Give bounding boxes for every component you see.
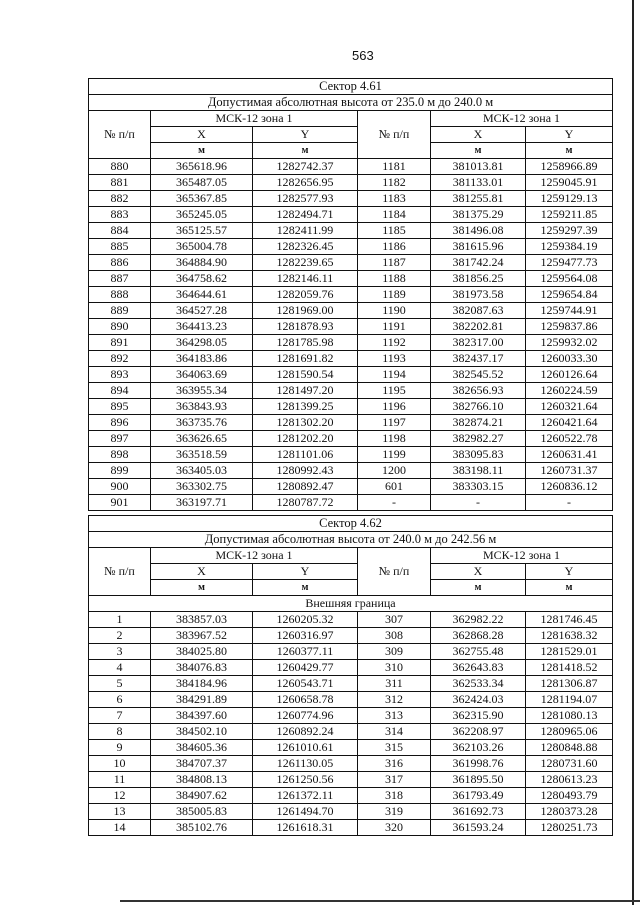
x-right: -	[431, 495, 526, 511]
x-left: 363197.71	[151, 495, 253, 511]
table-row	[89, 239, 613, 255]
y-left: 1260774.96	[253, 708, 358, 724]
y-right: 1260836.12	[526, 479, 613, 495]
x-left: 364527.28	[151, 303, 253, 319]
y-right: 1259297.39	[526, 223, 613, 239]
x-right: 381496.08	[431, 223, 526, 239]
table-row	[89, 191, 613, 207]
y-left: 1260429.77	[253, 660, 358, 676]
x-right: 381856.25	[431, 271, 526, 287]
table-row	[89, 175, 613, 191]
x-left: 363518.59	[151, 447, 253, 463]
point-number-left: 4	[89, 660, 151, 676]
x-right: 362982.22	[431, 612, 526, 628]
table-row	[89, 740, 613, 756]
x-right: 382087.63	[431, 303, 526, 319]
y-left: 1281691.82	[253, 351, 358, 367]
point-number-left: 884	[89, 223, 151, 239]
point-number-right: 316	[358, 756, 431, 772]
point-number-right: 318	[358, 788, 431, 804]
y-right: 1259045.91	[526, 175, 613, 191]
x-left: 363843.93	[151, 399, 253, 415]
table-row	[89, 223, 613, 239]
y-right: 1280373.28	[526, 804, 613, 820]
table-row	[89, 271, 613, 287]
table-row	[89, 399, 613, 415]
table-subtitle: Допустимая абсолютная высота от 235.0 м до 240.0 м	[89, 95, 613, 111]
y-right: 1281080.13	[526, 708, 613, 724]
y-right: 1280965.06	[526, 724, 613, 740]
point-number-right: 1191	[358, 319, 431, 335]
point-number-left: 2	[89, 628, 151, 644]
unit-y-right: м	[526, 580, 613, 596]
point-number-left: 900	[89, 479, 151, 495]
y-left: 1281969.00	[253, 303, 358, 319]
x-right: 362208.97	[431, 724, 526, 740]
table-row	[89, 708, 613, 724]
x-left: 365125.57	[151, 223, 253, 239]
point-number-left: 11	[89, 772, 151, 788]
point-number-right: 1183	[358, 191, 431, 207]
x-left: 384707.37	[151, 756, 253, 772]
table-row	[89, 383, 613, 399]
table-subtitle: Допустимая абсолютная высота от 240.0 м до 242.56 м	[89, 532, 613, 548]
y-right: 1281306.87	[526, 676, 613, 692]
x-right: 382437.17	[431, 351, 526, 367]
x-right: 382202.81	[431, 319, 526, 335]
y-left: 1261618.31	[253, 820, 358, 836]
sector-4-62-rows	[89, 612, 613, 836]
y-left: 1282411.99	[253, 223, 358, 239]
y-left: 1282656.95	[253, 175, 358, 191]
x-right: 382545.52	[431, 367, 526, 383]
no-header-right: № п/п	[358, 111, 431, 159]
point-number-right: 1200	[358, 463, 431, 479]
x-left: 384605.36	[151, 740, 253, 756]
x-left: 384184.96	[151, 676, 253, 692]
y-left: 1260658.78	[253, 692, 358, 708]
x-right: 362868.28	[431, 628, 526, 644]
unit-x-left: м	[151, 143, 253, 159]
point-number-right: 1193	[358, 351, 431, 367]
x-left: 383967.52	[151, 628, 253, 644]
point-number-right: 317	[358, 772, 431, 788]
point-number-right: 1190	[358, 303, 431, 319]
y-left: 1280992.43	[253, 463, 358, 479]
point-number-left: 883	[89, 207, 151, 223]
y-left: 1261130.05	[253, 756, 358, 772]
point-number-right: 1198	[358, 431, 431, 447]
table-row	[89, 415, 613, 431]
x-left: 384502.10	[151, 724, 253, 740]
x-left: 363955.34	[151, 383, 253, 399]
y-right: 1260224.59	[526, 383, 613, 399]
zone-header-left: МСК-12 зона 1	[151, 111, 358, 127]
table-row	[89, 479, 613, 495]
table-row	[89, 287, 613, 303]
table-row	[89, 612, 613, 628]
x-left: 363302.75	[151, 479, 253, 495]
table-row	[89, 463, 613, 479]
scan-edge-right	[632, 0, 634, 905]
y-right: 1260421.64	[526, 415, 613, 431]
table-row	[89, 431, 613, 447]
point-number-left: 8	[89, 724, 151, 740]
table-row	[89, 495, 613, 511]
x-right: 362424.03	[431, 692, 526, 708]
x-left: 364884.90	[151, 255, 253, 271]
point-number-left: 893	[89, 367, 151, 383]
y-left: 1282059.76	[253, 287, 358, 303]
table-row	[89, 367, 613, 383]
table-row	[89, 351, 613, 367]
point-number-right: 314	[358, 724, 431, 740]
point-number-left: 885	[89, 239, 151, 255]
y-right: 1259744.91	[526, 303, 613, 319]
table-row	[89, 159, 613, 175]
x-left: 365004.78	[151, 239, 253, 255]
table-row	[89, 772, 613, 788]
x-header-left: X	[151, 127, 253, 143]
y-right: 1280493.79	[526, 788, 613, 804]
y-right: 1260522.78	[526, 431, 613, 447]
zone-header-left: МСК-12 зона 1	[151, 548, 358, 564]
x-right: 381255.81	[431, 191, 526, 207]
table-row	[89, 207, 613, 223]
point-number-right: 601	[358, 479, 431, 495]
point-number-left: 887	[89, 271, 151, 287]
y-right: 1281529.01	[526, 644, 613, 660]
x-left: 383857.03	[151, 612, 253, 628]
x-right: 383198.11	[431, 463, 526, 479]
x-header-right: X	[431, 564, 526, 580]
x-left: 364758.62	[151, 271, 253, 287]
point-number-right: 315	[358, 740, 431, 756]
table-row	[89, 255, 613, 271]
point-number-left: 897	[89, 431, 151, 447]
point-number-left: 892	[89, 351, 151, 367]
y-right: 1280613.23	[526, 772, 613, 788]
y-left: 1281302.20	[253, 415, 358, 431]
point-number-right: 320	[358, 820, 431, 836]
y-left: 1282326.45	[253, 239, 358, 255]
table-row	[89, 303, 613, 319]
y-right: 1281418.52	[526, 660, 613, 676]
y-left: 1260205.32	[253, 612, 358, 628]
point-number-right: 1196	[358, 399, 431, 415]
x-right: 382982.27	[431, 431, 526, 447]
table-title: Сектор 4.61	[89, 79, 613, 95]
x-right: 381013.81	[431, 159, 526, 175]
y-left: 1282146.11	[253, 271, 358, 287]
x-right: 381973.58	[431, 287, 526, 303]
y-left: 1282742.37	[253, 159, 358, 175]
page-number: 563	[352, 48, 374, 63]
x-right: 381615.96	[431, 239, 526, 255]
point-number-left: 6	[89, 692, 151, 708]
point-number-right: 310	[358, 660, 431, 676]
point-number-left: 881	[89, 175, 151, 191]
point-number-right: 308	[358, 628, 431, 644]
x-left: 365487.05	[151, 175, 253, 191]
x-left: 364298.05	[151, 335, 253, 351]
x-right: 361692.73	[431, 804, 526, 820]
point-number-left: 12	[89, 788, 151, 804]
point-number-right: 1187	[358, 255, 431, 271]
y-right: 1258966.89	[526, 159, 613, 175]
point-number-right: 312	[358, 692, 431, 708]
point-number-left: 9	[89, 740, 151, 756]
x-left: 365618.96	[151, 159, 253, 175]
y-left: 1281399.25	[253, 399, 358, 415]
y-left: 1260543.71	[253, 676, 358, 692]
y-right: 1259932.02	[526, 335, 613, 351]
y-left: 1261250.56	[253, 772, 358, 788]
y-header-left: Y	[253, 564, 358, 580]
x-right: 361593.24	[431, 820, 526, 836]
x-left: 364063.69	[151, 367, 253, 383]
y-left: 1281202.20	[253, 431, 358, 447]
y-right: 1281194.07	[526, 692, 613, 708]
x-right: 362755.48	[431, 644, 526, 660]
point-number-right: -	[358, 495, 431, 511]
y-right: -	[526, 495, 613, 511]
point-number-right: 1184	[358, 207, 431, 223]
y-right: 1280848.88	[526, 740, 613, 756]
y-left: 1281878.93	[253, 319, 358, 335]
x-right: 362315.90	[431, 708, 526, 724]
point-number-left: 899	[89, 463, 151, 479]
unit-x-right: м	[431, 143, 526, 159]
sector-4-61-table	[88, 78, 613, 511]
point-number-right: 1192	[358, 335, 431, 351]
table-row	[89, 692, 613, 708]
point-number-left: 898	[89, 447, 151, 463]
point-number-right: 1181	[358, 159, 431, 175]
y-right: 1259654.84	[526, 287, 613, 303]
table-row	[89, 820, 613, 836]
y-right: 1259837.86	[526, 319, 613, 335]
x-left: 364413.23	[151, 319, 253, 335]
zone-header-right: МСК-12 зона 1	[431, 111, 613, 127]
table-row	[89, 788, 613, 804]
unit-y-left: м	[253, 580, 358, 596]
y-left: 1281101.06	[253, 447, 358, 463]
x-header-left: X	[151, 564, 253, 580]
point-number-left: 886	[89, 255, 151, 271]
unit-y-left: м	[253, 143, 358, 159]
point-number-left: 882	[89, 191, 151, 207]
y-right: 1260631.41	[526, 447, 613, 463]
point-number-right: 1194	[358, 367, 431, 383]
no-header-left: № п/п	[89, 111, 151, 159]
y-left: 1261494.70	[253, 804, 358, 820]
y-right: 1260033.30	[526, 351, 613, 367]
y-right: 1259477.73	[526, 255, 613, 271]
y-right: 1281638.32	[526, 628, 613, 644]
point-number-right: 319	[358, 804, 431, 820]
point-number-left: 895	[89, 399, 151, 415]
table-row	[89, 756, 613, 772]
x-header-right: X	[431, 127, 526, 143]
no-header-left: № п/п	[89, 548, 151, 596]
y-right: 1259384.19	[526, 239, 613, 255]
point-number-left: 13	[89, 804, 151, 820]
y-right: 1260731.37	[526, 463, 613, 479]
x-right: 361793.49	[431, 788, 526, 804]
table-row	[89, 447, 613, 463]
point-number-right: 1195	[358, 383, 431, 399]
point-number-left: 1	[89, 612, 151, 628]
y-right: 1260321.64	[526, 399, 613, 415]
y-header-left: Y	[253, 127, 358, 143]
point-number-right: 1197	[358, 415, 431, 431]
no-header-right: № п/п	[358, 548, 431, 596]
y-left: 1260377.11	[253, 644, 358, 660]
point-number-right: 307	[358, 612, 431, 628]
point-number-left: 14	[89, 820, 151, 836]
y-right: 1260126.64	[526, 367, 613, 383]
point-number-left: 901	[89, 495, 151, 511]
x-left: 364644.61	[151, 287, 253, 303]
scan-edge-bottom	[120, 900, 640, 902]
point-number-left: 889	[89, 303, 151, 319]
y-right: 1281746.45	[526, 612, 613, 628]
unit-y-right: м	[526, 143, 613, 159]
section-label: Внешняя граница	[89, 596, 613, 612]
y-right: 1280251.73	[526, 820, 613, 836]
point-number-right: 1189	[358, 287, 431, 303]
table-row	[89, 804, 613, 820]
x-left: 365245.05	[151, 207, 253, 223]
point-number-right: 309	[358, 644, 431, 660]
x-left: 384907.62	[151, 788, 253, 804]
y-left: 1260316.97	[253, 628, 358, 644]
point-number-right: 313	[358, 708, 431, 724]
table-row	[89, 676, 613, 692]
y-left: 1281590.54	[253, 367, 358, 383]
x-right: 382874.21	[431, 415, 526, 431]
point-number-left: 891	[89, 335, 151, 351]
y-left: 1280892.47	[253, 479, 358, 495]
y-left: 1282239.65	[253, 255, 358, 271]
x-right: 382656.93	[431, 383, 526, 399]
table-row	[89, 319, 613, 335]
x-right: 382766.10	[431, 399, 526, 415]
unit-x-right: м	[431, 580, 526, 596]
x-left: 384397.60	[151, 708, 253, 724]
point-number-left: 7	[89, 708, 151, 724]
x-right: 362533.34	[431, 676, 526, 692]
point-number-right: 1182	[358, 175, 431, 191]
table-row	[89, 644, 613, 660]
table-row	[89, 335, 613, 351]
point-number-left: 896	[89, 415, 151, 431]
point-number-left: 10	[89, 756, 151, 772]
point-number-left: 888	[89, 287, 151, 303]
y-right: 1280731.60	[526, 756, 613, 772]
y-right: 1259564.08	[526, 271, 613, 287]
x-right: 361895.50	[431, 772, 526, 788]
point-number-right: 311	[358, 676, 431, 692]
x-right: 362643.83	[431, 660, 526, 676]
point-number-left: 880	[89, 159, 151, 175]
y-left: 1280787.72	[253, 495, 358, 511]
y-header-right: Y	[526, 564, 613, 580]
point-number-left: 5	[89, 676, 151, 692]
table-title: Сектор 4.62	[89, 516, 613, 532]
x-left: 385102.76	[151, 820, 253, 836]
y-left: 1282494.71	[253, 207, 358, 223]
x-left: 384291.89	[151, 692, 253, 708]
point-number-right: 1188	[358, 271, 431, 287]
table-row	[89, 628, 613, 644]
point-number-right: 1199	[358, 447, 431, 463]
x-left: 384808.13	[151, 772, 253, 788]
unit-x-left: м	[151, 580, 253, 596]
y-left: 1281497.20	[253, 383, 358, 399]
y-left: 1282577.93	[253, 191, 358, 207]
table-row	[89, 724, 613, 740]
x-left: 363405.03	[151, 463, 253, 479]
x-right: 381375.29	[431, 207, 526, 223]
point-number-right: 1186	[358, 239, 431, 255]
x-right: 381133.01	[431, 175, 526, 191]
sector-4-61-rows	[89, 159, 613, 511]
x-right: 382317.00	[431, 335, 526, 351]
x-right: 383095.83	[431, 447, 526, 463]
point-number-left: 3	[89, 644, 151, 660]
x-left: 385005.83	[151, 804, 253, 820]
point-number-left: 890	[89, 319, 151, 335]
x-left: 384025.80	[151, 644, 253, 660]
x-left: 365367.85	[151, 191, 253, 207]
y-right: 1259129.13	[526, 191, 613, 207]
y-left: 1261010.61	[253, 740, 358, 756]
y-header-right: Y	[526, 127, 613, 143]
x-right: 362103.26	[431, 740, 526, 756]
point-number-right: 1185	[358, 223, 431, 239]
x-left: 364183.86	[151, 351, 253, 367]
x-left: 384076.83	[151, 660, 253, 676]
x-left: 363626.65	[151, 431, 253, 447]
table-row	[89, 660, 613, 676]
zone-header-right: МСК-12 зона 1	[431, 548, 613, 564]
y-left: 1281785.98	[253, 335, 358, 351]
sector-4-62-table	[88, 515, 613, 836]
y-right: 1259211.85	[526, 207, 613, 223]
x-left: 363735.76	[151, 415, 253, 431]
y-left: 1260892.24	[253, 724, 358, 740]
point-number-left: 894	[89, 383, 151, 399]
x-right: 361998.76	[431, 756, 526, 772]
y-left: 1261372.11	[253, 788, 358, 804]
x-right: 381742.24	[431, 255, 526, 271]
x-right: 383303.15	[431, 479, 526, 495]
